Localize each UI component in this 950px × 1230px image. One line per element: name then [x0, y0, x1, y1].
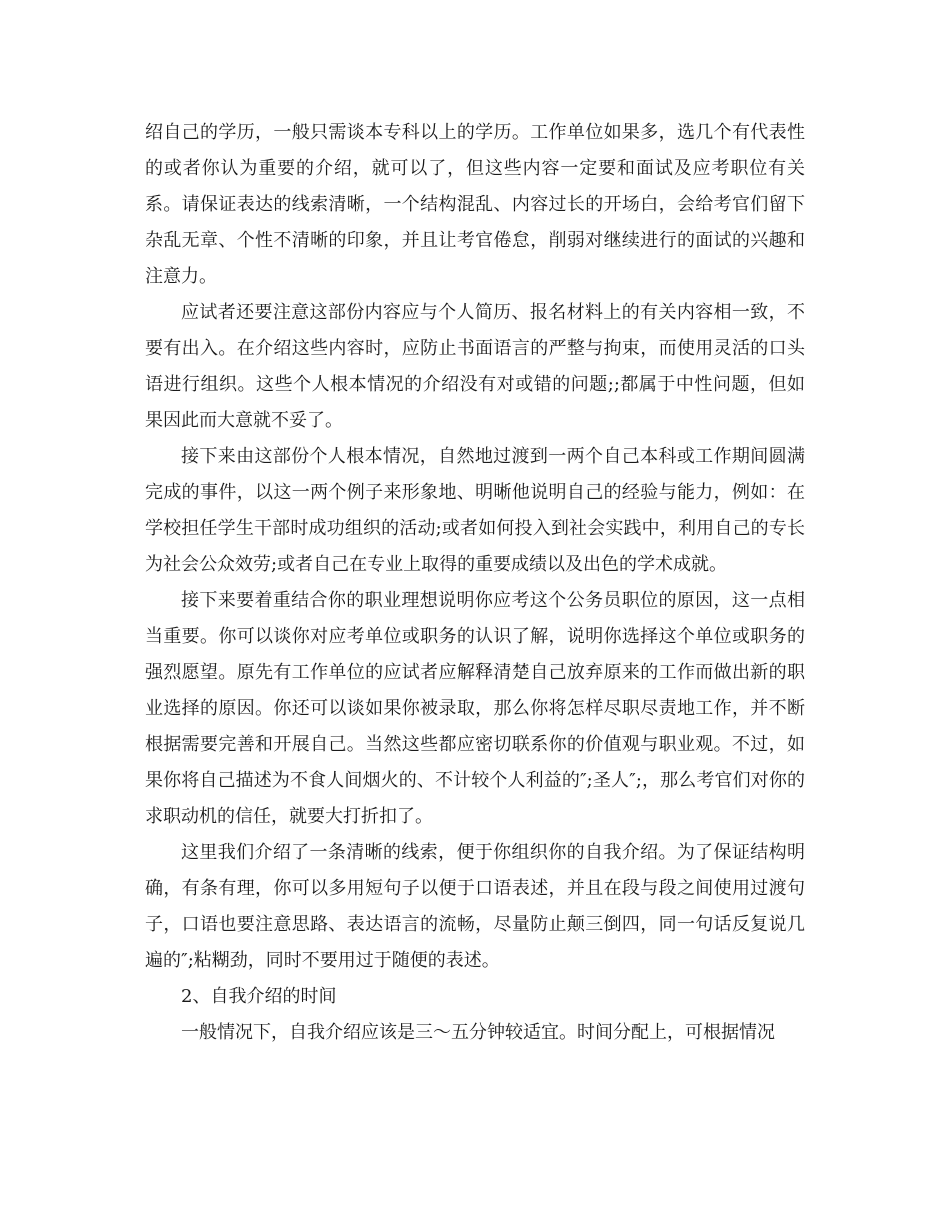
section-heading: 2、自我介绍的时间	[181, 986, 337, 1007]
paragraph-1: 绍自己的学历，一般只需谈本专科以上的学历。工作单位如果多，选几个有代表性的或者你认为重要的介绍，就可以了，但这些内容一定要和面试及应考职位有关系。请保证表达的线索清晰，一个结构混乱、内容过长的开场白，会给考官们留下杂乱无章、个性不清晰的印象，并且让考官倦怠，削弱对继续进行的面试的兴趣和注意力。	[145, 122, 805, 287]
paragraph-6: 一般情况下，自我介绍应该是三～五分钟较适宜。时间分配上，可根据情况	[181, 1022, 775, 1043]
paragraph-4: 接下来要着重结合你的职业理想说明你应考这个公务员职位的原因，这一点相当重要。你可以谈你对应考单位或职务的认识了解，说明你选择这个单位或职务的强烈愿望。原先有工作单位的应试者应解释清楚自己放弃原来的工作而做出新的职业选择的原因。你还可以谈如果你被录取，那么你将怎样尽职尽责地工作，并不断根据需要完善和开展自己。当然这些都应密切联系你的价值观与职业观。不过，如果你将自己描述为不食人间烟火的、不计较个人利益的″;圣人″;，那么考官们对你的求职动机的信任，就要大打折扣了。	[145, 590, 805, 827]
paragraph-3: 接下来由这部份个人根本情况，自然地过渡到一两个自己本科或工作期间圆满完成的事件，以这一两个例子来形象地、明晰他说明自己的经验与能力，例如：在学校担任学生干部时成功组织的活动;或者如何投入到社会实践中，利用自己的专长为社会公众效劳;或者自己在专业上取得的重要成绩以及出色的学术成就。	[145, 446, 805, 575]
document-body	[145, 115, 805, 1051]
paragraph-5: 这里我们介绍了一条清晰的线索，便于你组织你的自我介绍。为了保证结构明确，有条有理，你可以多用短句子以便于口语表述，并且在段与段之间使用过渡句子，口语也要注意思路、表达语言的流畅，尽量防止颠三倒四，同一句话反复说几遍的″;粘糊劲，同时不要用过于随便的表述。	[145, 842, 805, 971]
paragraph-2: 应试者还要注意这部份内容应与个人简历、报名材料上的有关内容相一致，不要有出入。在介绍这些内容时，应防止书面语言的严整与拘束，而使用灵活的口头语进行组织。这些个人根本情况的介绍没有对或错的问题;;都属于中性问题，但如果因此而大意就不妥了。	[145, 302, 805, 431]
